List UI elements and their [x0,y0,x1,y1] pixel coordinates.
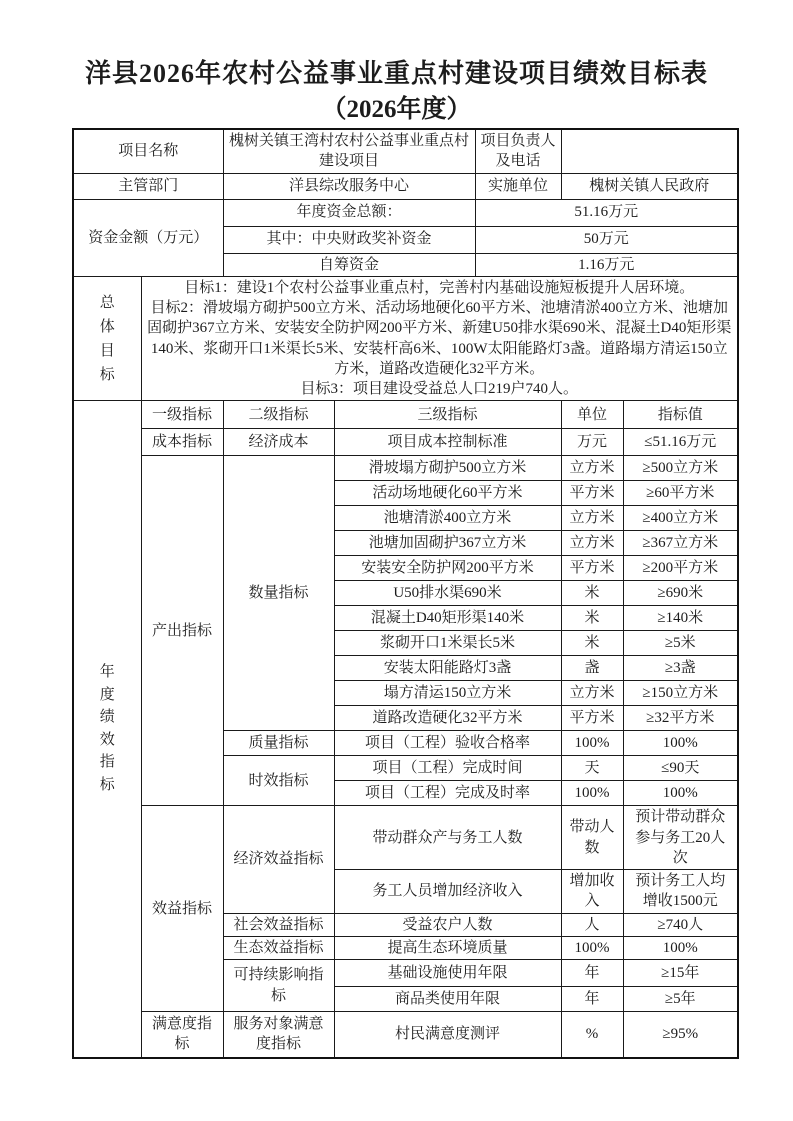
unit-cell: 增加收入 [561,870,623,914]
level3-indicator: 项目（工程）验收合格率 [334,731,561,756]
table-row [73,806,738,870]
unit-cell: 100% [561,781,623,806]
unit-cell: 天 [561,756,623,781]
value-cell: 100% [623,731,738,756]
impl-value: 槐树关镇人民政府 [561,173,738,199]
level3-indicator: 安装安全防护网200平方米 [334,556,561,581]
value-cell: ≥140米 [623,606,738,631]
value-cell: ≤51.16万元 [623,429,738,456]
level1-output: 产出指标 [141,456,223,806]
funds-label: 资金金额（万元） [73,199,223,276]
level3-indicator: 提高生态环境质量 [334,936,561,959]
header-level2: 二级指标 [223,401,334,429]
level3-indicator: 务工人员增加经济收入 [334,870,561,914]
level3-indicator: 项目（工程）完成时间 [334,756,561,781]
unit-cell: 盏 [561,656,623,681]
level2-timeliness: 时效指标 [223,756,334,806]
level3-indicator: 基础设施使用年限 [334,960,561,987]
table-row [73,199,738,226]
goal-line-2: 目标2：滑坡塌方砌护500立方米、活动场地硬化60平方米、池塘清淤400立方米、池塘加固砌护367立方米、安装安全防护网200平方米、新建U50排水渠690米、混凝土D40矩形渠140米、浆砌开口1米渠长5米、安装杆高6米、100W太阳能路灯3盏。道路塌方清运150立方米，道路改造硬化32平方米。 [147,300,732,377]
value-cell: 100% [623,781,738,806]
project-name-label: 项目名称 [73,129,223,173]
goal-line-1: 目标1：建设1个农村公益事业重点村，完善村内基础设施短板提升人居环境。 [184,279,695,296]
goal-line-3: 目标3：项目建设受益总人口219户740人。 [300,381,579,397]
table-row [73,276,738,401]
unit-cell: 年 [561,960,623,987]
unit-cell: 带动人数 [561,806,623,870]
unit-cell: 人 [561,913,623,936]
impl-label: 实施单位 [475,173,561,199]
level3-indicator: 混凝土D40矩形渠140米 [334,606,561,631]
unit-cell: 100% [561,731,623,756]
value-cell: 100% [623,936,738,959]
table-row [73,1012,738,1058]
value-cell: ≥690米 [623,581,738,606]
level3-indicator: 池塘清淤400立方米 [334,506,561,531]
level1-cost: 成本指标 [141,429,223,456]
value-cell: ≤90天 [623,756,738,781]
unit-cell: 100% [561,936,623,959]
value-cell: ≥95% [623,1012,738,1058]
level2-sustainability: 可持续影响指标 [223,960,334,1012]
funds-central-label: 其中：中央财政奖补资金 [223,226,475,253]
table-row [73,129,738,173]
level2-quality: 质量指标 [223,731,334,756]
unit-cell: % [561,1012,623,1058]
level3-indicator: 滑坡塌方砌护500立方米 [334,456,561,481]
funds-central-value: 50万元 [475,226,738,253]
level3-indicator: 道路改造硬化32平方米 [334,706,561,731]
unit-cell: 立方米 [561,681,623,706]
overall-goal-label [73,276,141,401]
header-level3: 三级指标 [334,401,561,429]
level1-benefit: 效益指标 [141,806,223,1012]
value-cell: ≥200平方米 [623,556,738,581]
value-cell: ≥15年 [623,960,738,987]
value-cell: ≥500立方米 [623,456,738,481]
level3-indicator: 带动群众产与务工人数 [334,806,561,870]
level1-satisfaction: 满意度指标 [141,1012,223,1058]
project-name-value: 槐树关镇王湾村农村公益事业重点村建设项目 [223,129,475,173]
overall-goal-label-text: 总体目标 [99,294,115,383]
level3-indicator: 活动场地硬化60平方米 [334,481,561,506]
value-cell: ≥740人 [623,913,738,936]
indicator-header-row [73,401,738,429]
unit-cell: 平方米 [561,556,623,581]
value-cell: ≥3盏 [623,656,738,681]
annual-indicators-side-label [73,401,141,1058]
unit-cell: 立方米 [561,531,623,556]
unit-cell: 米 [561,631,623,656]
header-level1: 一级指标 [141,401,223,429]
dept-label: 主管部门 [73,173,223,199]
value-cell: ≥367立方米 [623,531,738,556]
value-cell: ≥5米 [623,631,738,656]
header-unit: 单位 [561,401,623,429]
table-row [73,456,738,481]
manager-label: 项目负责人及电话 [475,129,561,173]
annual-indicators-side-text: 年度绩效指标 [99,664,115,793]
table-row [73,173,738,199]
unit-cell: 米 [561,606,623,631]
unit-cell: 米 [561,581,623,606]
unit-cell: 平方米 [561,706,623,731]
level2-economic-cost: 经济成本 [223,429,334,456]
level3-indicator: 受益农户人数 [334,913,561,936]
funds-total-value: 51.16万元 [475,199,738,226]
unit-cell: 万元 [561,429,623,456]
level3-indicator: 项目（工程）完成及时率 [334,781,561,806]
funds-total-label: 年度资金总额： [223,199,475,226]
level2-quantity: 数量指标 [223,456,334,731]
value-cell: ≥150立方米 [623,681,738,706]
level3-indicator: 安装太阳能路灯3盏 [334,656,561,681]
dept-value: 洋县综改服务中心 [223,173,475,199]
level2-social-benefit: 社会效益指标 [223,913,334,936]
document-subtitle: （2026年度） [321,96,472,124]
value-cell: ≥32平方米 [623,706,738,731]
level3-indicator: 浆砌开口1米渠长5米 [334,631,561,656]
level3-indicator: 项目成本控制标准 [334,429,561,456]
level2-eco-benefit: 生态效益指标 [223,936,334,959]
unit-cell: 平方米 [561,481,623,506]
manager-value [561,129,738,173]
unit-cell: 立方米 [561,506,623,531]
value-cell: 预计务工人均增收1500元 [623,870,738,914]
value-cell: ≥400立方米 [623,506,738,531]
header-value: 指标值 [623,401,738,429]
funds-self-value: 1.16万元 [475,253,738,276]
overall-goal-text [141,276,738,401]
unit-cell: 年 [561,987,623,1012]
level2-economic-benefit: 经济效益指标 [223,806,334,913]
level2-service-satisfaction: 服务对象满意度指标 [223,1012,334,1058]
unit-cell: 立方米 [561,456,623,481]
performance-target-table [72,128,739,1059]
funds-self-label: 自筹资金 [223,253,475,276]
value-cell: ≥60平方米 [623,481,738,506]
level3-indicator: 商品类使用年限 [334,987,561,1012]
document-title: 洋县2026年农村公益事业重点村建设项目绩效目标表 [84,59,708,88]
level3-indicator: 塌方清运150立方米 [334,681,561,706]
table-row [73,429,738,456]
value-cell: 预计带动群众参与务工20人次 [623,806,738,870]
level3-indicator: 池塘加固砌护367立方米 [334,531,561,556]
value-cell: ≥5年 [623,987,738,1012]
level3-indicator: U50排水渠690米 [334,581,561,606]
level3-indicator: 村民满意度测评 [334,1012,561,1058]
